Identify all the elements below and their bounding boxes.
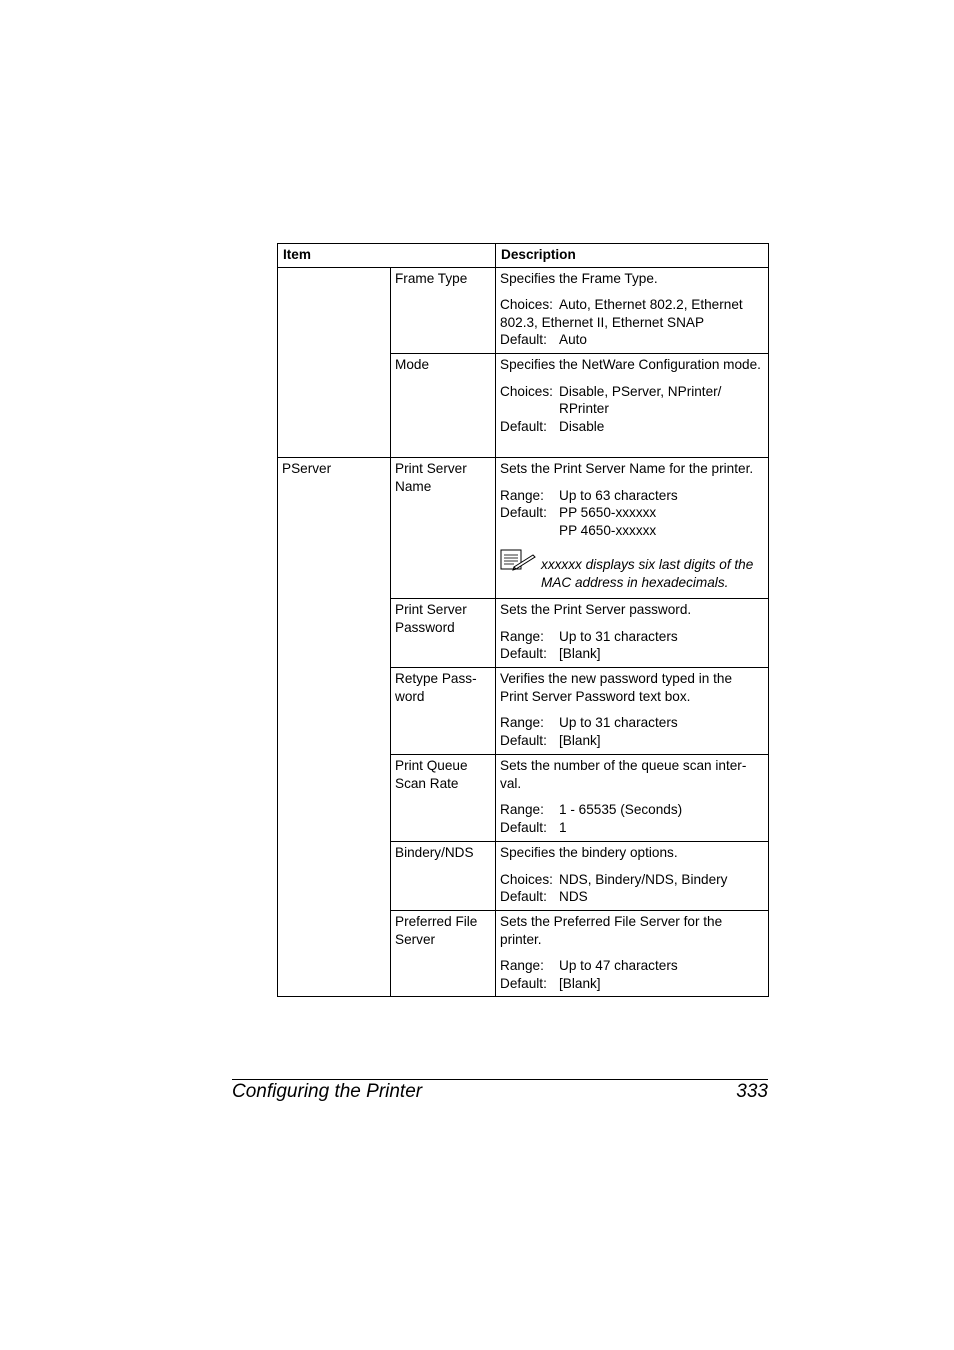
- default-value: [Blank]: [559, 975, 601, 991]
- description-text: Sets the Preferred File Server for the printer.: [500, 913, 723, 947]
- description-cell: [496, 353, 769, 457]
- description-cell: [496, 841, 769, 910]
- choices-value: NDS, Bindery/NDS, Bindery: [559, 871, 728, 887]
- footer-rule: [232, 1079, 768, 1080]
- group-cell-empty: [278, 267, 391, 457]
- table-row-print-server-name: [278, 457, 769, 598]
- range-line: [500, 801, 764, 819]
- default-line: [500, 819, 764, 837]
- default-label: Default:: [500, 332, 547, 348]
- choices-value: Auto, Ethernet 802.2, Ethernet 802.3, Ethernet II, Ethernet SNAP: [500, 297, 743, 330]
- default-value: [Blank]: [559, 646, 601, 662]
- default-line: [500, 504, 764, 522]
- description-cell: [496, 667, 769, 754]
- default-label: Default:: [500, 646, 547, 662]
- range-value: 1 - 65535 (Seconds): [559, 802, 683, 818]
- range-line: [500, 487, 764, 505]
- description-text: Sets the Print Server password.: [500, 601, 692, 617]
- description-text: Specifies the NetWare Configuration mode.: [500, 356, 761, 372]
- default-line: [500, 975, 764, 993]
- description-text: Specifies the Frame Type.: [500, 270, 658, 286]
- range-line: [500, 714, 764, 732]
- note-block: [500, 548, 764, 591]
- table-row-frame-type: [278, 267, 769, 353]
- description-text: Specifies the bindery options.: [500, 844, 678, 860]
- range-value: Up to 31 characters: [559, 715, 678, 731]
- default-label: Default:: [500, 505, 547, 521]
- description-cell: [496, 457, 769, 598]
- range-line: [500, 628, 764, 646]
- range-label: Range:: [500, 487, 544, 503]
- choices-value: Disable, PServer, NPrinter/ RPrinter: [559, 383, 722, 417]
- description-text: Verifies the new password typed in the Print Server Password text box.: [500, 670, 732, 704]
- description-cell: [496, 267, 769, 353]
- table-header-row: [278, 244, 769, 268]
- default-value: Auto: [559, 332, 587, 348]
- default-label: Default:: [500, 418, 547, 434]
- description-cell: [496, 754, 769, 841]
- sub-item-label: Mode: [391, 353, 496, 457]
- description-text: Sets the Print Server Name for the printer.: [500, 460, 754, 476]
- description-text: Sets the number of the queue scan inter-val.: [500, 757, 747, 791]
- range-label: Range:: [500, 802, 544, 818]
- sub-item-label: Frame Type: [391, 267, 496, 353]
- default-line: [500, 418, 764, 436]
- settings-table: [277, 243, 769, 997]
- note-pad-pencil-icon: [500, 548, 541, 591]
- choices-line: [500, 383, 764, 418]
- default-value: Disable: [559, 418, 605, 434]
- sub-item-label: Retype Pass-word: [391, 667, 496, 754]
- default-label: Default:: [500, 889, 547, 905]
- note-text: xxxxxx displays six last digits of the MAC address in hexadecimals.: [541, 557, 754, 590]
- default-line: [500, 331, 764, 349]
- range-value: Up to 47 characters: [559, 958, 678, 974]
- default-line-2: [500, 522, 764, 540]
- description-cell: [496, 910, 769, 996]
- default-value: 1: [559, 819, 567, 835]
- header-description: Description: [496, 244, 769, 268]
- default-line: [500, 732, 764, 750]
- group-cell-pserver: PServer: [278, 457, 391, 996]
- sub-item-label: Print Queue Scan Rate: [391, 754, 496, 841]
- range-label: Range:: [500, 715, 544, 731]
- footer-title: Configuring the Printer: [232, 1081, 423, 1102]
- range-label: Range:: [500, 628, 544, 644]
- default-value: PP 5650-xxxxxx: [559, 505, 657, 521]
- default-label: Default:: [500, 732, 547, 748]
- range-value: Up to 31 characters: [559, 628, 678, 644]
- sub-item-label: Bindery/NDS: [391, 841, 496, 910]
- default-value: NDS: [559, 889, 588, 905]
- sub-item-label: Preferred File Server: [391, 910, 496, 996]
- default-line: [500, 645, 764, 663]
- choices-label: Choices:: [500, 383, 553, 399]
- default-line: [500, 888, 764, 906]
- range-label: Range:: [500, 958, 544, 974]
- description-cell: [496, 598, 769, 667]
- choices-line: [500, 871, 764, 889]
- page-number: 333: [736, 1081, 768, 1102]
- default-value-2: PP 4650-xxxxxx: [559, 522, 657, 538]
- choices-label: Choices:: [500, 871, 553, 887]
- range-line: [500, 957, 764, 975]
- sub-item-label: Print Server Password: [391, 598, 496, 667]
- header-item: Item: [278, 244, 496, 268]
- default-label: Default:: [500, 819, 547, 835]
- default-label: Default:: [500, 975, 547, 991]
- default-value: [Blank]: [559, 732, 601, 748]
- sub-item-label: Print Server Name: [391, 457, 496, 598]
- choices-label: Choices:: [500, 297, 553, 313]
- range-value: Up to 63 characters: [559, 487, 678, 503]
